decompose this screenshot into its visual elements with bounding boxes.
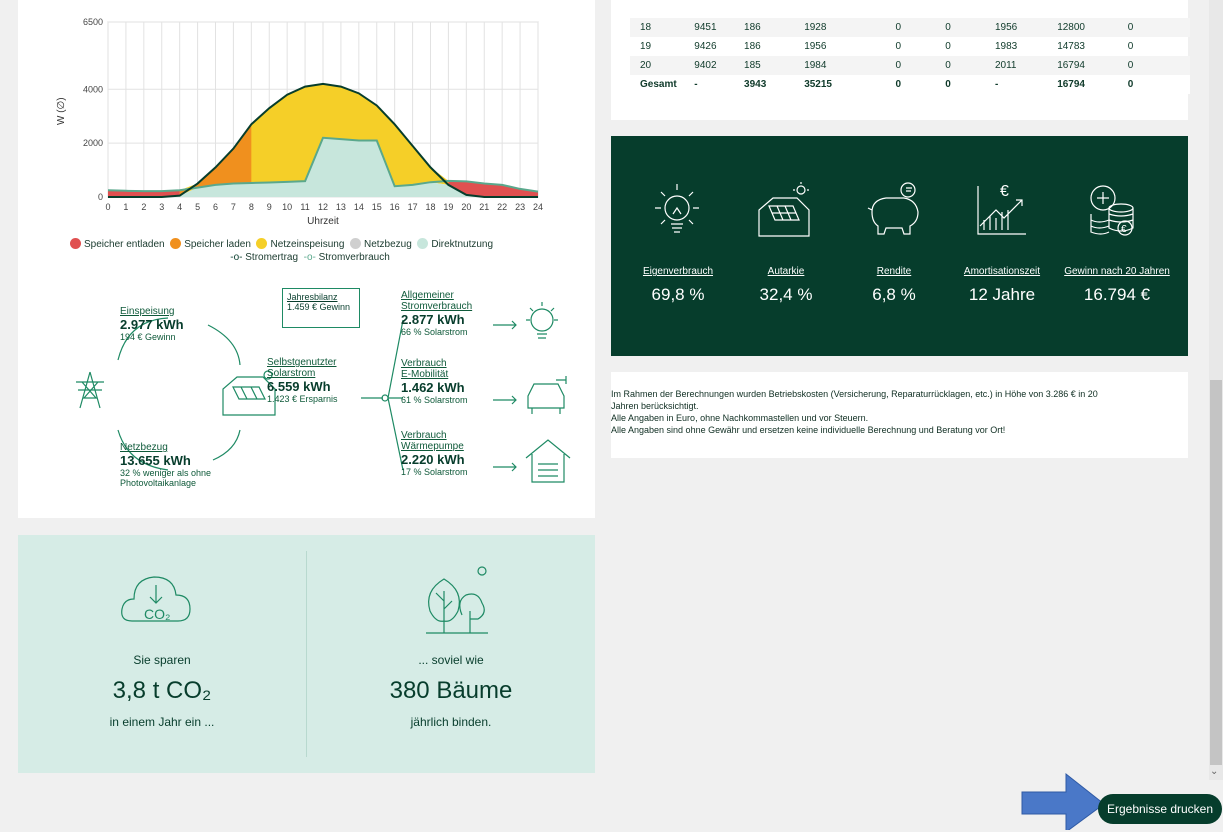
table-cell: 3943 — [744, 79, 767, 90]
table-row — [630, 18, 1190, 37]
x-tick-label: 21 — [479, 202, 490, 212]
y-tick-label: 4000 — [82, 84, 103, 95]
solarstrom-title1: Selbstgenutzter — [267, 357, 337, 368]
x-tick-label: 20 — [461, 202, 472, 212]
kpi-autarkie — [731, 266, 841, 305]
einspeisung-title: Einspeisung — [120, 306, 175, 317]
co2-right-top: ... soviel wie — [418, 653, 484, 667]
print-results-button[interactable]: Ergebnisse drucken — [1098, 794, 1222, 824]
table-cell: 0 — [945, 60, 951, 71]
electric-car-icon — [528, 376, 566, 414]
lightbulb-icon — [526, 302, 558, 338]
legend-item-speicher-entladen[interactable]: Speicher entladen — [70, 239, 165, 250]
pointer-arrow-icon — [1018, 770, 1108, 830]
table-cell: 1956 — [804, 41, 827, 52]
note-line-2: Jahren berücksichtigt. — [611, 401, 699, 411]
legend-item-stromverbrauch[interactable]: -o- Stromverbrauch — [303, 252, 390, 263]
table-cell: 9451 — [694, 22, 717, 33]
kpi-rendite-label[interactable]: Rendite — [876, 266, 912, 277]
legend-item-direktnutzung[interactable]: Direktnutzung — [417, 239, 493, 250]
waermepumpe-block — [401, 430, 468, 477]
table-cell: 16794 — [1057, 60, 1085, 71]
notes-card — [611, 372, 1188, 458]
piggy-bank-icon — [864, 180, 924, 240]
table-cell: Gesamt — [640, 79, 677, 90]
energy-chart-card — [18, 0, 595, 518]
table-cell: 0 — [895, 41, 901, 52]
co2-right-value: 380 Bäume — [389, 677, 513, 704]
x-tick-label: 3 — [159, 202, 165, 212]
table-cell: - — [994, 79, 999, 90]
x-tick-label: 14 — [353, 202, 364, 212]
kpi-amortisationszeit-value: 12 Jahre — [968, 285, 1036, 304]
kpi-rendite-value: 6,8 % — [872, 285, 916, 304]
table-cell: 2011 — [994, 60, 1017, 71]
flow-arc-left — [213, 430, 240, 460]
solar-house-icon — [755, 180, 815, 240]
kpi-eigenverbrauch-value: 69,8 % — [651, 285, 705, 304]
x-tick-label: 12 — [317, 202, 329, 212]
kpi-amortisationszeit — [947, 266, 1057, 305]
x-tick-label: 19 — [443, 202, 454, 212]
x-tick-label: 10 — [282, 202, 293, 212]
table-cell: 14783 — [1057, 41, 1085, 52]
x-tick-label: 17 — [407, 202, 418, 212]
table-cell: 0 — [1127, 79, 1134, 90]
table-cell: 0 — [895, 79, 901, 90]
x-tick-label: 4 — [177, 202, 183, 212]
daily-power-chart — [18, 0, 595, 225]
y-tick-label: 2000 — [82, 138, 103, 149]
table-cell: 1984 — [804, 60, 827, 71]
lightbulb-icon — [647, 180, 707, 240]
table-cell: 9402 — [694, 60, 717, 71]
x-tick-label: 8 — [248, 202, 254, 212]
kpi-eigenverbrauch — [623, 266, 733, 305]
x-tick-label: 24 — [532, 202, 544, 212]
solarstrom-sub: 1.423 € Ersparnis — [267, 394, 338, 404]
allgemein-sub: 66 % Solarstrom — [401, 327, 468, 337]
growth-chart-icon — [972, 180, 1032, 240]
x-tick-label: 13 — [335, 202, 346, 212]
co2-right-col — [307, 653, 595, 729]
notes-text — [611, 388, 1183, 436]
note-line-1: Im Rahmen der Berechnungen wurden Betriebskosten (Versicherung, Reparaturrücklagen, etc.) in Höhe von 3.286 € in 20 — [611, 389, 1098, 399]
co2-left-col — [18, 653, 306, 729]
legend-item-netzeinspeisung[interactable]: Netzeinspeisung — [256, 239, 344, 250]
table-cell: 0 — [945, 22, 951, 33]
balance-value: 1.459 € Gewinn — [287, 302, 351, 312]
table-cell: 20 — [640, 60, 652, 71]
einspeisung-block — [120, 306, 184, 342]
solarstrom-block — [267, 357, 338, 404]
allgemein-title2: Stromverbrauch — [401, 301, 473, 312]
emob-title1: Verbrauch — [401, 358, 447, 369]
kpi-autarkie-value: 32,4 % — [759, 285, 813, 304]
co2-left-value: 3,8 t CO₂ — [112, 677, 212, 704]
kpi-amortisationszeit-label[interactable]: Amortisationszeit — [963, 266, 1041, 277]
y-tick-label: 6500 — [82, 17, 103, 27]
x-tick-label: 6 — [212, 202, 219, 212]
table-row — [630, 56, 1190, 75]
einspeisung-sub: 194 € Gewinn — [120, 332, 176, 342]
x-axis-label: Uhrzeit — [307, 216, 339, 225]
scrollbar-thumb[interactable] — [1210, 380, 1222, 765]
netzbezug-sub2: Photovoltaikanlage — [120, 478, 197, 488]
x-tick-label: 16 — [389, 202, 400, 212]
heatpump-house-icon — [526, 440, 570, 482]
solarstrom-value: 6.559 kWh — [267, 379, 331, 394]
kpi-gewinn-label[interactable]: Gewinn nach 20 Jahren — [1064, 266, 1170, 277]
x-tick-label: 23 — [515, 202, 526, 212]
arrow-allgemein — [493, 321, 516, 329]
flow-line-to-consumers — [361, 320, 403, 470]
co2-savings-card — [18, 535, 595, 773]
kpi-card — [611, 136, 1188, 356]
netzbezug-block — [120, 442, 211, 488]
emob-title2: E-Mobilität — [401, 369, 449, 380]
netzbezug-sub1: 32 % weniger als ohne — [120, 468, 212, 478]
table-cell: 1928 — [804, 22, 827, 33]
table-cell: 0 — [945, 41, 951, 52]
table-cell: 16794 — [1057, 79, 1085, 90]
chart-legend — [70, 238, 550, 263]
waermepumpe-title2: Wärmepumpe — [401, 441, 464, 452]
note-line-4: Alle Angaben sind ohne Gewähr und ersetzen keine individuelle Berechnung und Beratung vor Ort! — [611, 425, 1006, 435]
table-cell: 0 — [895, 60, 901, 71]
kpi-gewinn — [1055, 266, 1179, 305]
table-cell: 19 — [640, 41, 652, 52]
balance-title: Jahresbilanz — [287, 292, 338, 302]
svg-text:CO₂: CO₂ — [144, 606, 171, 622]
netzbezug-title: Netzbezug — [120, 442, 168, 453]
x-tick-label: 0 — [105, 202, 111, 212]
x-tick-label: 18 — [425, 202, 436, 212]
table-cell: 186 — [744, 22, 761, 33]
trees-icon — [416, 561, 496, 637]
x-tick-label: 15 — [371, 202, 382, 212]
x-tick-label: 5 — [195, 202, 201, 212]
balance-box — [282, 288, 360, 328]
table-row — [630, 37, 1190, 56]
table-cell: 18 — [640, 22, 652, 33]
co2-right-bottom: jährlich binden. — [410, 715, 492, 729]
svg-text:€: € — [1121, 224, 1127, 235]
allgemein-value: 2.877 kWh — [401, 312, 465, 327]
scroll-down-arrow-icon[interactable]: ⌄ — [1210, 766, 1219, 777]
x-tick-label: 1 — [123, 202, 129, 212]
svg-text:€: € — [1000, 183, 1009, 200]
table-cell: - — [694, 79, 698, 90]
legend-item-netzbezug[interactable]: Netzbezug — [350, 239, 412, 250]
waermepumpe-title1: Verbrauch — [401, 430, 447, 441]
table-cell: 12800 — [1057, 22, 1085, 33]
co2-left-top: Sie sparen — [133, 653, 191, 667]
table-cell: 0 — [945, 79, 951, 90]
co2-cloud-icon — [118, 565, 198, 635]
yearly-results-table — [630, 18, 1190, 94]
table-cell: 0 — [1127, 60, 1134, 71]
x-tick-label: 7 — [230, 202, 236, 212]
kpi-gewinn-value: 16.794 € — [1083, 285, 1151, 304]
table-cell: 35215 — [804, 79, 832, 90]
co2-left-bottom: in einem Jahr ein ... — [109, 715, 215, 729]
table-cell: 1956 — [994, 22, 1018, 33]
table-cell: 185 — [744, 60, 761, 71]
table-cell: 0 — [895, 22, 901, 33]
emob-block — [401, 358, 468, 405]
emob-value: 1.462 kWh — [401, 380, 465, 395]
legend-item-stromertrag[interactable]: -o- Stromertrag — [230, 252, 299, 263]
legend-item-speicher-laden[interactable]: Speicher laden — [170, 239, 251, 250]
netzbezug-value: 13.655 kWh — [120, 453, 191, 468]
arrow-wp — [493, 463, 516, 471]
x-tick-label: 11 — [300, 202, 310, 212]
table-cell: 9426 — [694, 41, 717, 52]
table-total-row — [630, 75, 1190, 94]
note-line-3: Alle Angaben in Euro, ohne Nachkommastellen und vor Steuern. — [611, 413, 869, 423]
yearly-table-card — [611, 0, 1188, 120]
table-cell: 0 — [1127, 41, 1134, 52]
table-cell: 186 — [744, 41, 761, 52]
waermepumpe-value: 2.220 kWh — [401, 452, 465, 467]
waermepumpe-sub: 17 % Solarstrom — [401, 467, 468, 477]
coins-icon — [1081, 180, 1141, 240]
allgemein-block — [401, 290, 472, 337]
allgemein-title1: Allgemeiner — [401, 290, 454, 301]
x-tick-label: 22 — [497, 202, 508, 212]
kpi-rendite — [839, 266, 949, 305]
table-cell: 1983 — [994, 41, 1018, 52]
flow-arc-right — [208, 325, 240, 365]
einspeisung-value: 2.977 kWh — [120, 317, 184, 332]
x-tick-label: 9 — [266, 202, 272, 212]
solarstrom-title2: Solarstrom — [267, 368, 316, 379]
kpi-autarkie-label[interactable]: Autarkie — [767, 266, 805, 277]
arrow-emob — [493, 396, 516, 404]
x-tick-label: 2 — [141, 202, 147, 212]
table-cell: 0 — [1127, 22, 1134, 33]
kpi-eigenverbrauch-label[interactable]: Eigenverbrauch — [642, 266, 714, 277]
power-tower-icon — [76, 372, 104, 408]
emob-sub: 61 % Solarstrom — [401, 395, 468, 405]
y-tick-label: 0 — [97, 192, 103, 202]
y-axis-label: W (∅) — [56, 97, 67, 125]
